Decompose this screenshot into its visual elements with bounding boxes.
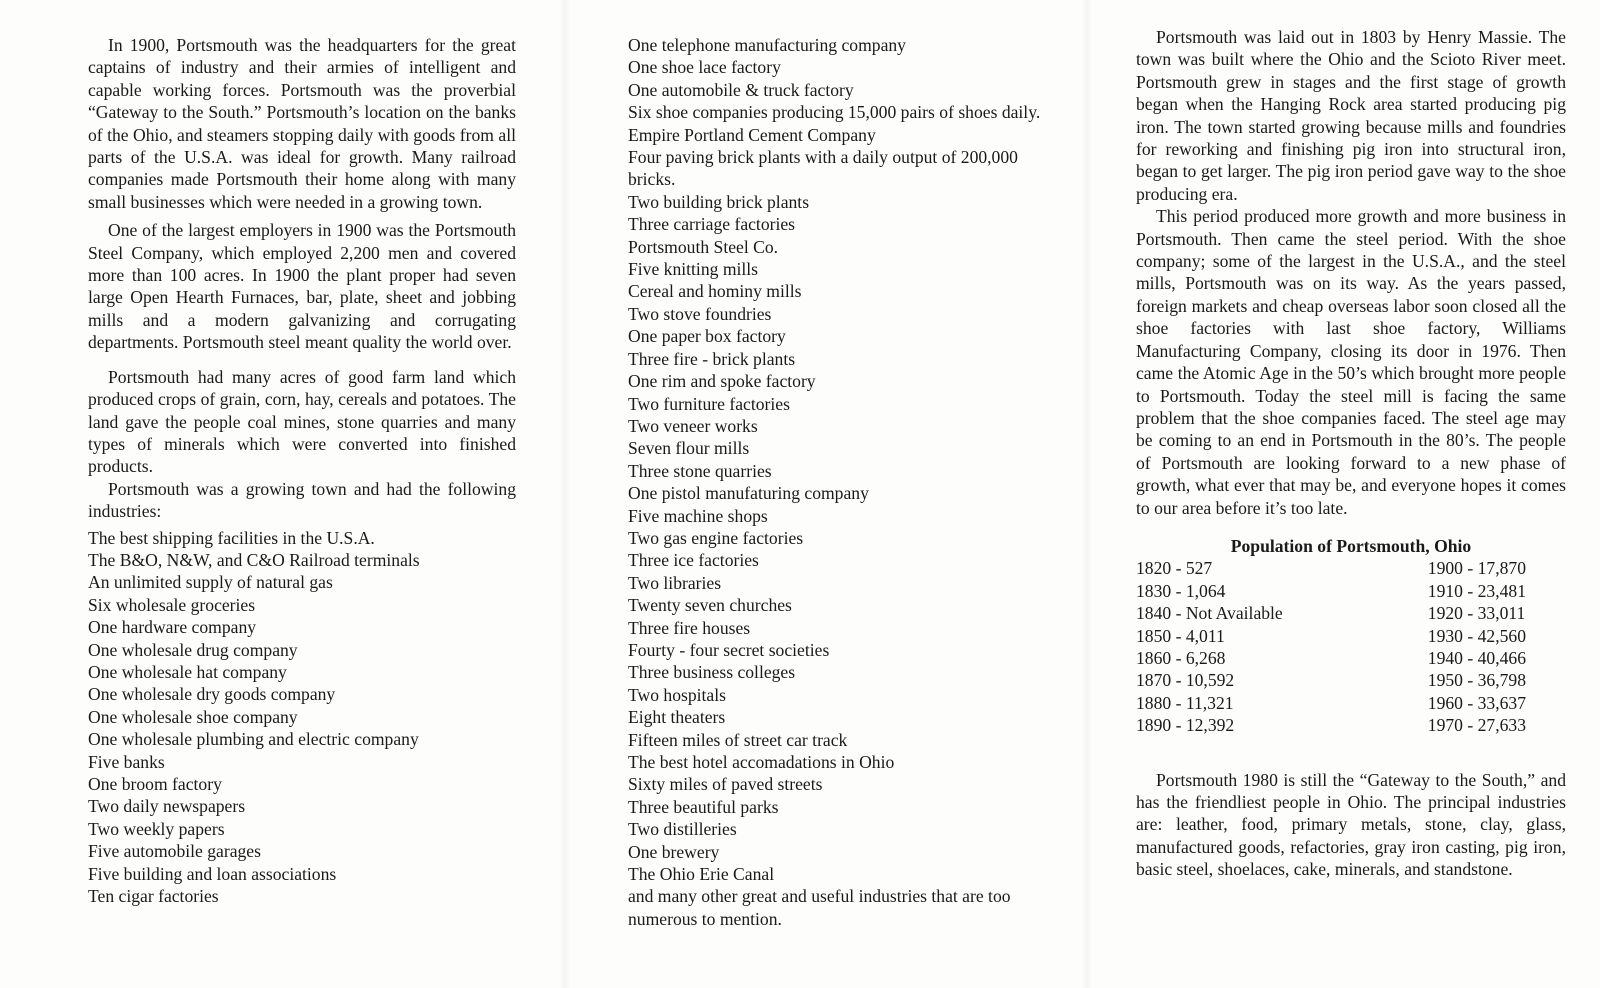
population-entry: 1840 - Not Available [1136, 603, 1283, 624]
population-entry: 1870 - 10,592 [1136, 670, 1235, 691]
population-table [1136, 557, 1566, 736]
industry-item: Two weekly papers [88, 818, 225, 839]
industry-item: One wholesale shoe company [88, 706, 298, 727]
industry-item: One broom factory [88, 774, 222, 794]
industry-item: Five building and loan associations [88, 863, 337, 884]
industry-item: An unlimited supply of natural gas [88, 572, 333, 593]
industry-item: Three fire - brick plants [628, 348, 796, 369]
industry-item: Fourty - four secret societies [628, 639, 830, 660]
industry-item: Sixty miles of paved streets [628, 774, 823, 795]
industry-item: Portsmouth Steel Co. [628, 236, 779, 257]
industry-item: One wholesale plumbing and electric company [88, 729, 419, 750]
industry-item: One telephone manufacturing company [628, 35, 906, 55]
industry-item: One wholesale drug company [88, 639, 298, 660]
farm-land-paragraph: Portsmouth had many acres of good farm land which produced crops of grain, corn, hay, cereals and potatoes. The land gave the people coal mines, stone quarries and many types of minerals which were converted into finished products. [88, 366, 516, 477]
industry-item: Two libraries [628, 572, 722, 593]
growth-paragraph: This period produced more growth and more business in Portsmouth. Then came the steel period. With the shoe company; some of the largest in the U.S.A., and the steel mills, Portsmouth was on its way. As the years passed, foreign markets and cheap overseas labor soon closed all the shoe factories with last shoe factory, Williams Manufacturing Company, closing its door in 1976. Then came the Atomic Age in the 50’s which brought more people to Portsmouth. Today the steel mill is facing the same problem that the shoe companies faced. The steel age may be coming to an end in Portsmouth in the 80’s. The people of Portsmouth are looking forward to a new phase of growth, what ever that may be, and everyone hopes it comes to our area before it’s too late. [1136, 206, 1566, 518]
population-entry: 1850 - 4,011 [1136, 625, 1225, 646]
population-title: Population of Portsmouth, Ohio [1230, 535, 1472, 556]
industry-item: Four paving brick plants with a daily output of 200,000 bricks. [628, 147, 1018, 190]
steel-company-paragraph: One of the largest employers in 1900 was the Portsmouth Steel Company, which employed 2,200 men and covered more than 100 acres. In 1900 the plant proper had seven large Open Hearth Furnaces, bar, plate, sheet and jobbing mills and a modern galvanizing and corrugating departments. Portsmouth steel meant quality the world over. [88, 220, 516, 353]
industry-item: Eight theaters [628, 707, 726, 728]
middle-column [628, 34, 1068, 930]
industry-item: Three fire houses [628, 617, 751, 638]
industry-item: Five machine shops [628, 505, 768, 526]
industry-item: Two stove foundries [628, 303, 772, 324]
right-column [1136, 26, 1566, 881]
industry-item: One paper box factory [628, 326, 786, 347]
industry-item: Two hospitals [628, 684, 726, 705]
industry-item: One pistol manufaturing company [628, 483, 869, 504]
industry-item: Twenty seven churches [628, 595, 792, 616]
industry-item: One rim and spoke factory [628, 371, 816, 392]
population-column-right [1428, 557, 1526, 736]
industry-item: The best hotel accomadations in Ohio [628, 752, 895, 772]
population-entry: 1910 - 23,481 [1427, 580, 1526, 601]
industry-item: The B&O, N&W, and C&O Railroad terminals [88, 549, 420, 570]
industry-item: Empire Portland Cement Company [628, 124, 876, 145]
population-entry: 1890 - 12,392 [1136, 715, 1235, 736]
industry-item: Two furniture factories [628, 393, 790, 414]
history-paragraph: Portsmouth was laid out in 1803 by Henry Massie. The town was built where the Ohio and the Scioto River meet. Portsmouth grew in stages and the first stage of growth began when the Hanging Rock area started producing pig iron. The town started growing because mills and foundries for reworking and finishing pig iron into structural iron, began to get larger. The pig iron period gave way to the shoe producing era. [1136, 27, 1566, 204]
industry-item: Six wholesale groceries [88, 594, 256, 615]
industry-item: One hardware company [88, 617, 257, 638]
page-fold-left [560, 0, 570, 988]
industry-item: Five banks [88, 751, 165, 772]
industry-item: Two daily newspapers [88, 796, 246, 817]
intro-paragraph: In 1900, Portsmouth was the headquarters for the great captains of industry and their armies of intelligent and capable working forces. Portsmouth was the proverbial “Gateway to the South.” Portsmouth’s location on the banks of the Ohio, and steamers stopping daily with goods from all parts of the U.S.A. was ideal for growth. Many railroad companies made Portsmouth their home along with many small businesses which were needed in a growing town. [88, 35, 516, 212]
industry-item: Ten cigar factories [88, 886, 219, 907]
page-fold-right [1082, 0, 1092, 988]
population-entry: 1960 - 33,637 [1427, 692, 1526, 713]
industry-item: One wholesale hat company [88, 661, 287, 682]
industry-item: Three beautiful parks [628, 796, 779, 817]
population-column-left [1136, 557, 1283, 736]
industry-item: Six shoe companies producing 15,000 pairs of shoes daily. [628, 102, 1041, 123]
industry-item: Two gas engine factories [628, 527, 804, 548]
industry-item: Three carriage factories [628, 214, 796, 235]
industry-item: The best shipping facilities in the U.S.A. [88, 527, 375, 548]
industries-list-left [88, 527, 516, 908]
industry-item: One brewery [628, 841, 720, 862]
population-entry: 1880 - 11,321 [1136, 692, 1234, 713]
industries-list-middle [628, 34, 1068, 930]
population-entry: 1820 - 527 [1136, 558, 1213, 579]
population-entry: 1940 - 40,466 [1427, 647, 1526, 668]
industry-item: One shoe lace factory [628, 57, 781, 78]
industry-item: Five knitting mills [628, 259, 759, 280]
industry-item: The Ohio Erie Canal [628, 864, 775, 885]
industry-item: One automobile & truck factory [628, 79, 854, 100]
industry-item: Two building brick plants [628, 191, 810, 212]
industry-item: Fifteen miles of street car track [628, 729, 848, 750]
industry-item: Three business colleges [628, 662, 796, 683]
population-entry: 1950 - 36,798 [1427, 670, 1526, 691]
population-entry: 1920 - 33,011 [1427, 603, 1526, 624]
industry-item: Three stone quarries [628, 460, 772, 481]
closing-paragraph: Portsmouth 1980 is still the “Gateway to the South,” and has the friendliest people in Ohio. The principal industries are: leather, food, primary metals, stone, clay, glass, manufactured goods, refactories, gray iron casting, pig iron, basic steel, shoelaces, cake, minerals, and standstone. [1136, 769, 1566, 880]
left-column [88, 34, 516, 907]
population-entry: 1830 - 1,064 [1136, 580, 1226, 601]
industry-item: Two veneer works [628, 415, 758, 436]
industry-item: Two distilleries [628, 819, 737, 840]
population-entry: 1970 - 27,633 [1427, 715, 1526, 736]
industry-item: Five automobile garages [88, 841, 261, 862]
population-entry: 1860 - 6,268 [1136, 647, 1226, 668]
industry-item: and many other great and useful industries that are too numerous to mention. [628, 886, 1011, 929]
industry-item: Seven flour mills [628, 438, 750, 459]
industries-intro-paragraph: Portsmouth was a growing town and had the following industries: [88, 478, 516, 522]
industry-item: Three ice factories [628, 550, 759, 571]
population-entry: 1930 - 42,560 [1427, 625, 1526, 646]
industry-item: One wholesale dry goods company [88, 684, 336, 705]
population-entry: 1900 - 17,870 [1427, 558, 1526, 579]
industry-item: Cereal and hominy mills [628, 281, 802, 302]
